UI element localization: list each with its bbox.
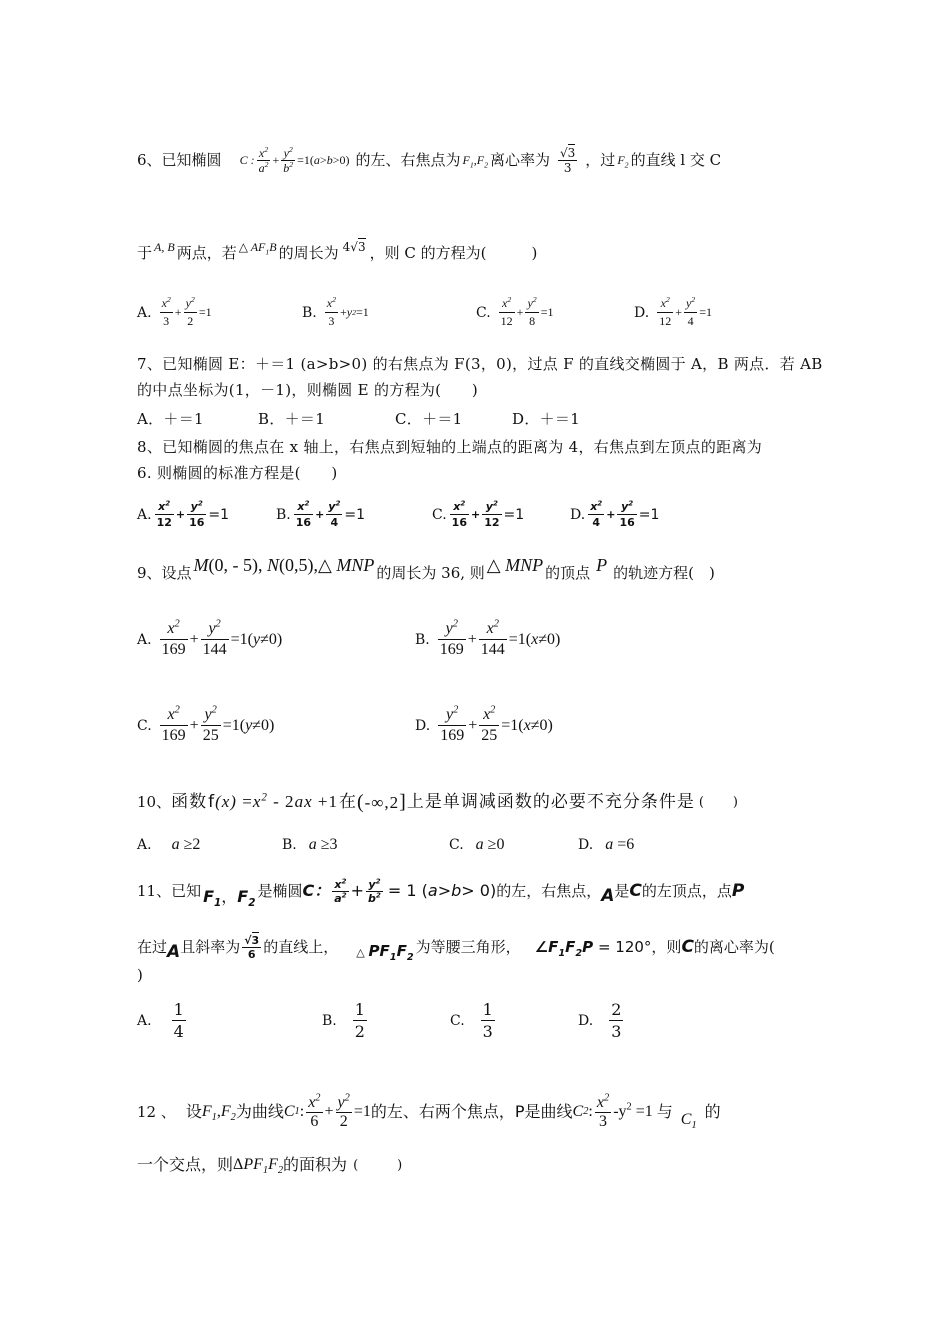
q12-triangle: $\Delta PF_1F_2$ [233, 1156, 284, 1177]
q11-number: 11、 [137, 881, 172, 900]
q9-triangle: △ MNP [486, 555, 544, 575]
q9-text-1: 9、设点 [137, 563, 192, 582]
q6-foci: $F_1,F_2$ [462, 153, 488, 170]
q11-text-9: 为等腰三角形， [415, 937, 521, 956]
q7-option-d[interactable]: D．＋＝1 [512, 410, 581, 428]
q6-text-9: ，则 C 的方程为( ) [369, 243, 538, 262]
q11-triangle: △ $PF_1F_2$ [356, 941, 414, 963]
q8-option-c[interactable]: C. $\frac{x^2}{16}$ + $\frac{y^2}{12}$ =1 [432, 498, 525, 529]
q12-curve-c1: C 1 : $\frac{x^2}{6}$ + $\frac{y^2}{2}$ =1 [283, 1092, 371, 1130]
q11-text-3: 的左，右焦点， [496, 881, 602, 900]
q6-line2 [137, 238, 537, 268]
q6-ellipse-eq: C : $\frac{x^2}{a^2}$ + $\frac{y^2}{b^2}$ =1( a > b >0) [239, 144, 350, 175]
q7-line2: 的中点坐标为(1，－1)，则椭圆 E 的方程为( ) [137, 381, 479, 399]
q6-number: 6、 [137, 150, 162, 169]
q9-points: M(0, - 5), N(0,5),△ MNP [193, 555, 375, 575]
q11-option-b[interactable]: B. $\frac{1}{2}$ [322, 1000, 365, 1041]
q8-line2: 6. 则椭圆的标准方程是( ) [137, 464, 338, 482]
q10-text-1: 函数 [171, 791, 208, 812]
q11-option-d[interactable]: D. $\frac{2}{3}$ [578, 1000, 622, 1041]
q6-text-3: 离心率为 [489, 150, 550, 169]
q11-curve-c: C [629, 880, 642, 901]
q11-option-c[interactable]: C. $\frac{1}{3}$ [450, 1000, 493, 1041]
q11-point-p: P [731, 880, 745, 901]
q11-line2 [137, 930, 775, 964]
q9-line [137, 555, 715, 588]
q6-text-1: 已知椭圆 [161, 150, 222, 169]
q10-option-a[interactable]: A. a ≥2 [137, 836, 201, 853]
q12-text-4: P是曲线 [514, 1102, 573, 1121]
q11-line1 [137, 874, 744, 908]
q6-eccentricity: $\frac{√3}{3}$ [560, 145, 576, 175]
q9-option-b[interactable]: B. $\frac{y^2}{169}$ + $\frac{x^2}{144}$ =1( x ≠0) [415, 618, 561, 658]
q8-option-a[interactable]: A. $\frac{x^2}{12}$ + $\frac{y^2}{16}$ =1 [137, 498, 230, 529]
q9-option-d[interactable]: D. $\frac{y^2}{169}$ + $\frac{x^2}{25}$ =1( x ≠0) [415, 704, 553, 744]
q6-option-c[interactable]: C. $\frac{x^2}{12}$ + $\frac{y^2}{8}$ =1 [476, 295, 554, 328]
q11-text-4: 是 [614, 881, 630, 900]
q8-line1: 8、已知椭圆的焦点在 x 轴上，右焦点到短轴的上端点的距离为 4，右焦点到左顶点的距离为 [137, 438, 763, 456]
q12-c1-ref: $C_1$ [680, 1111, 697, 1132]
q11-text-1: 已知 [171, 881, 202, 900]
q11-text-10: ，则 [651, 937, 682, 956]
q9-text-2: 的周长为 36, 则 [376, 563, 485, 582]
q10-text-4: ( ) [698, 794, 739, 810]
q12-number: 12 、 [137, 1102, 176, 1121]
q7-option-c[interactable]: C．＋＝1 [395, 410, 463, 428]
q9-text-3: 的顶点 [545, 563, 591, 582]
q6-option-d[interactable]: D. $\frac{x^2}{12}$ + $\frac{y^2}{4}$ =1 [634, 295, 712, 328]
q11-option-a[interactable]: A. $\frac{1}{4}$ [137, 1000, 184, 1041]
q9-option-a[interactable]: A. $\frac{x^2}{169}$ + $\frac{y^2}{144}$ =1( y ≠0) [137, 618, 283, 658]
q8-option-d[interactable]: D. $\frac{x^2}{4}$ + $\frac{y^2}{16}$ =1 [570, 498, 660, 529]
q12-text-7: 一个交点，则 [137, 1155, 234, 1174]
q6-points-ab: A, B [154, 240, 175, 254]
q6-text-6: 于 [137, 243, 153, 262]
q11-text-7: 且斜率为 [180, 937, 241, 956]
q12-text-3: 的左、右两个焦点， [370, 1102, 515, 1121]
q10-function: $f(x) =x^2 - 2ax +1$ [208, 791, 338, 812]
q6-triangle: △ $AF_1B$ [238, 240, 277, 257]
q10-line [137, 788, 739, 816]
q6-text-2: 的左、右焦点为 [355, 150, 461, 169]
q11-point-a: A [601, 885, 615, 906]
q6-perimeter: 4√3 [342, 240, 366, 254]
q11-text-5: 的左顶点，点 [641, 881, 732, 900]
q11-close-paren: ) [137, 966, 144, 984]
q11-ellipse-eq: C： $\frac{x^2}{a^2}$ + $\frac{y^2}{b^2}$ = 1 ( a > b > 0) [302, 875, 497, 905]
q10-option-b[interactable]: B. a ≥3 [282, 836, 338, 853]
q11-slope: $\frac{√3}{6}$ [244, 933, 260, 961]
q7-option-a[interactable]: A．＋＝1 [137, 410, 204, 428]
q9-option-c[interactable]: C. $\frac{x^2}{169}$ + $\frac{y^2}{25}$ =1( y ≠0) [137, 704, 275, 744]
q12-text-8: 的面积为 [283, 1155, 348, 1174]
q12-text-2: 为曲线 [235, 1102, 284, 1121]
q7-option-b[interactable]: B．＋＝1 [258, 410, 326, 428]
q11-curve-c2: C [681, 936, 694, 957]
q6-text-8: 的周长为 [278, 243, 339, 262]
q6-text-4: ，过 [585, 150, 616, 169]
q7-line1: 7、已知椭圆 E：＋＝1 (a>b>0) 的右焦点为 F(3，0)，过点 F 的直线交椭圆于 A，B 两点．若 AB [137, 355, 823, 373]
q10-option-d[interactable]: D. a =6 [578, 836, 635, 853]
q6-option-a[interactable]: A. $\frac{x^2}{3}$ + $\frac{y^2}{2}$ =1 [137, 295, 212, 328]
q11-text-8: 的直线上， [263, 937, 339, 956]
q12-foci: $F_1,F_2$ [201, 1103, 236, 1124]
q12-text-1: 设 [185, 1102, 202, 1121]
q6-line1 [137, 130, 721, 190]
q11-point-a2: A [167, 941, 181, 962]
q11-text-6: 在过 [137, 937, 168, 956]
q12-line1 [137, 1088, 721, 1136]
q11-text-2: 是椭圆 [257, 881, 303, 900]
q10-text-3: 上是单调减函数的必要不充分条件是 [406, 791, 695, 812]
q6-option-b[interactable]: B. $\frac{x^2}{3}$ + y 2 =1 [302, 295, 369, 328]
q6-text-5: 的直线 l 交 C [630, 150, 722, 169]
q12-text-6: 的 [704, 1102, 721, 1121]
q10-interval: (-∞,2] [356, 791, 407, 813]
q12-text-5: 与 [656, 1102, 673, 1121]
q9-text-4: 的轨迹方程( ) [613, 563, 715, 582]
q6-f2: $F_2$ [617, 153, 629, 170]
q12-line2 [137, 1152, 402, 1178]
q10-text-2: 在 [338, 791, 357, 812]
q6-text-7: 两点，若 [176, 243, 237, 262]
q8-option-b[interactable]: B. $\frac{x^2}{16}$ + $\frac{y^2}{4}$ =1 [276, 498, 366, 529]
q10-number: 10、 [137, 792, 172, 811]
q11-foci: $F_1$，$F_2$ [203, 887, 256, 910]
q10-option-c[interactable]: C. a ≥0 [449, 836, 505, 853]
q12-text-9: ( ) [353, 1157, 403, 1173]
q11-angle: $\angle F_1F_2P = 120^\circ$ [534, 937, 652, 959]
q12-curve-c2: C 2 : $\frac{x^2}{3}$ $-y^2 =1$ [572, 1092, 653, 1130]
q11-text-11: 的离心率为( [693, 937, 775, 956]
q9-point-p: P [596, 555, 608, 575]
